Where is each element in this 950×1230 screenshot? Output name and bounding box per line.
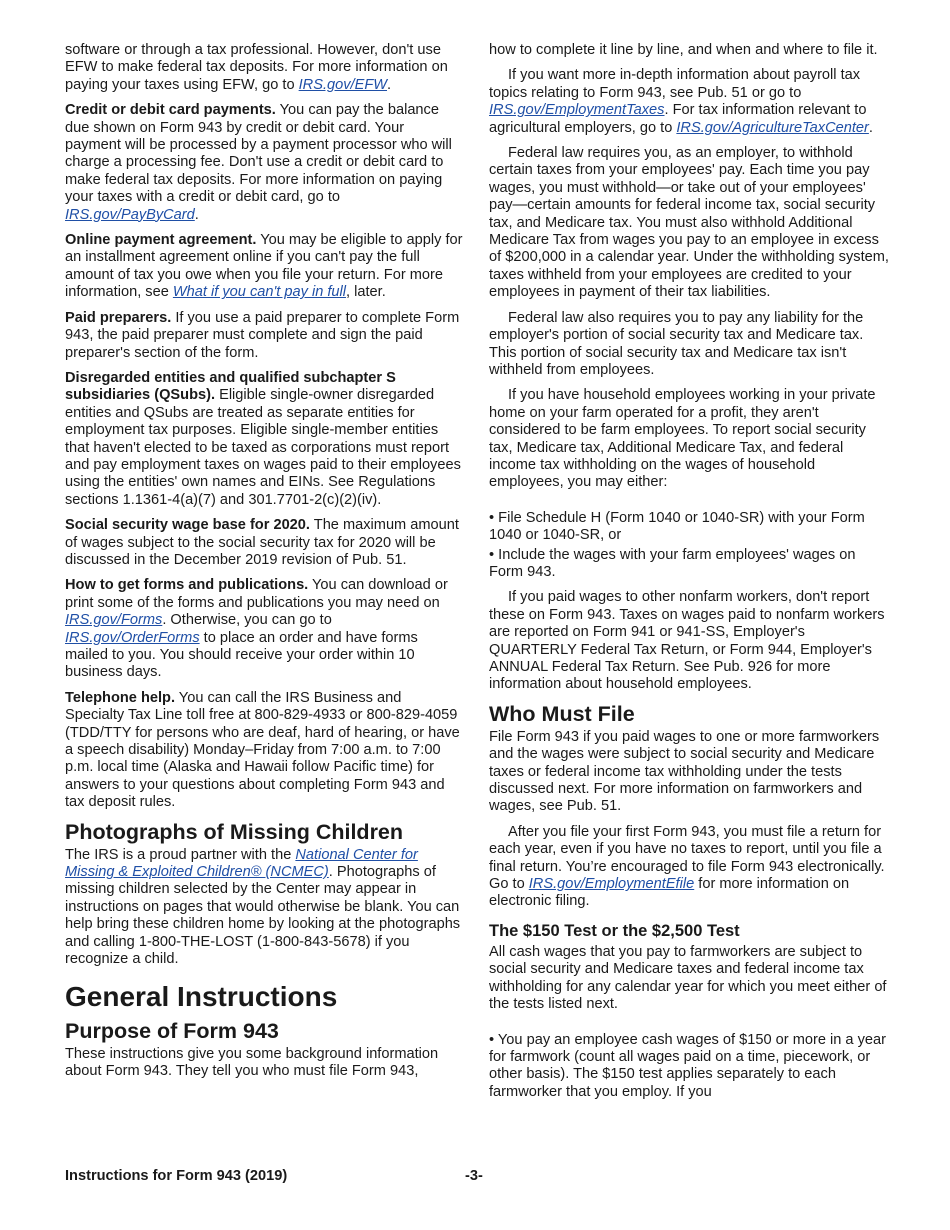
wage-base-paragraph: Social security wage base for 2020. The maximum amount of wages subject to the social security tax for 2020 will be discussed in the December 2019 revision of Pub. 51. [65,517,459,568]
agriculture-tax-center-link[interactable]: IRS.gov/AgricultureTaxCenter [676,119,869,136]
who-must-file-heading: Who Must File [489,701,635,726]
card-payments-paragraph: Credit or debit card payments. You can pay the balance due shown on Form 943 by credit or debit card. Your payment will be processed by a payment processor who will charge a processing fee. Don't use a credit or debit card to make federal tax deposits. For more information on paying your taxes with a credit or debit card, go to IRS.gov/PayByCard. [65,102,452,223]
employment-efile-link[interactable]: IRS.gov/EmploymentEfile [528,876,695,893]
disregarded-entities-paragraph: Disregarded entities and qualified subchapter S subsidiaries (QSubs). Eligible single-owner disregarded entities and QSubs are treated as separate entities for employment tax purposes. Eligible single-member entities that haven't elected to be taxed as corporations must report and pay employment taxes on wages paid to their employees using the entities' own names and EINs. See Regulations sections 1.1361-4(a)(7) and 301.7701-2(c)(2)(iv). [65,369,461,508]
paybycard-link[interactable]: IRS.gov/PayByCard [65,206,195,223]
nonfarm-paragraph: If you paid wages to other nonfarm workers, don't report these on Form 943. Taxes on wages paid to nonfarm workers are reported on Form 941 or 941-SS, Employer's QUARTERLY Federal Tax Return, or Form 944, Employer's ANNUAL Federal Tax Return. See Pub. 926 for more information about household employees. [489,589,885,693]
missing-children-paragraph: The IRS is a proud partner with the National Center for Missing & Exploited Children® (NCMEC). Photographs of missing children selected by the Center may appear in instructions on pages that would otherwise be blank. You can help bring these children home by looking at the photographs and calling 1-800-THE-LOST (1-800-843-5678) if you recognize a child. [65,846,461,968]
ncmec-link[interactable]: National Center for Missing & Exploited Children® (NCMEC) [65,846,418,881]
list-item: • You pay an employee cash wages of $150 or more in a year for farmwork (count all wages paid on a time, piecework, or other basis). The $150 test applies separately to each farmworker that you employ. If you [489,1031,886,1100]
efw-paragraph: software or through a tax professional. However, don't use EFW to make federal tax deposits. For more information on paying your taxes using EFW, go to IRS.gov/EFW. [65,42,448,93]
irs-efw-link[interactable]: IRS.gov/EFW [298,76,388,93]
list-item: • Include the wages with your farm employees' wages on Form 943. [489,546,856,580]
list-item: • File Schedule H (Form 1040 or 1040-SR) with your Form 1040 or 1040-SR, or [489,509,865,544]
test-paragraph: All cash wages that you pay to farmworkers are subject to social security and Medicare taxes and federal income tax withholding for any calendar year for which you meet either of the tests listed next. [489,943,887,1013]
after-filing-paragraph: After you file your first Form 943, you must file a return for each year, even if you have no taxes to report, until you file a final return. You’re encouraged to file Form 943 electronically. Go to IRS.gov/EmploymentEfile for more information on electronic filing. [489,823,885,910]
footer-title: Instructions for Form 943 (2019) [65,1168,288,1184]
irs-forms-link[interactable]: IRS.gov/Forms [65,612,163,629]
employment-taxes-link[interactable]: IRS.gov/EmploymentTaxes [489,102,665,119]
general-instructions-heading: General Instructions [65,980,338,1012]
household-paragraph: If you have household employees working in your private home on your farm operated for a profit, they aren't considered to be farm employees. To report social security tax, Medicare tax, Additional Medicare Tax, and federal income tax withholding on the wages of household employees, you may either: [489,387,876,491]
federal-law-2-paragraph: Federal law also requires you to pay any liability for the employer's portion of social security tax and Medicare tax. This portion of social security tax and Medicare tax isn't withheld from employees. [489,309,864,378]
who-must-file-paragraph: File Form 943 if you paid wages to one or more farmworkers and the wages were subject to social security and Medicare taxes or federal income tax withholding under the tests discussed next. For more information on farmworkers and wages, see Pub. 51. [489,728,880,815]
pay-in-full-link[interactable]: What if you can't pay in full [172,284,347,301]
purpose-heading: Purpose of Form 943 [65,1018,279,1043]
online-payment-paragraph: Online payment agreement. You may be eligible to apply for an installment agreement online if you can't pay the full amount of tax you owe when you file your return. For more information, see What if you can't pay in full, later. [65,232,463,301]
test-heading: The $150 Test or the $2,500 Test [489,921,740,940]
federal-law-paragraph: Federal law requires you, as an employer, to withhold certain taxes from your employees' pay. Each time you pay wages, you must withhold—or take out of your employees' pay—certain amounts for federal income tax, social security tax, and Medicare tax. You must also withhold Additional Medicare Tax from wages you pay to an employee in excess of $200,000 in a calendar year. Under the withholding system, taxes withheld from your employees are credited to your employees in payment of their tax liabilities. [489,145,889,301]
missing-children-heading: Photographs of Missing Children [65,819,404,844]
page-number: -3- [465,1168,483,1184]
purpose-paragraph: These instructions give you some background information about Form 943. They tell you who must file Form 943, [65,1045,439,1079]
payroll-paragraph: If you want more in-depth information about payroll tax topics relating to Form 943, see Pub. 51 or go to IRS.gov/EmploymentTaxes. For tax information relevant to agricultural employers, go to IRS.gov/AgricultureTaxCenter. [489,67,873,136]
telephone-help-paragraph: Telephone help. You can call the IRS Business and Specialty Tax Line toll free at 800-829-4933 or 800-829-4059 (TDD/TTY for persons who are deaf, hard of hearing, or have a speech disability) Monday–Friday from 7:00 a.m. to 7:00 p.m. local time (Alaska and Hawaii follow Pacific time) for answers to your questions about completing Form 943 and tax deposit rules. [65,689,460,811]
purpose-continued-paragraph: how to complete it line by line, and when and where to file it. [489,42,878,58]
paid-preparers-paragraph: Paid preparers. If you use a paid preparer to complete Form 943, the paid preparer must complete and sign the paid preparer's section of the form. [65,309,460,361]
right-column [489,42,889,1103]
left-column [65,42,463,1088]
forms-publications-paragraph: How to get forms and publications. You can download or print some of the forms and publications you may need on IRS.gov/Forms. Otherwise, you can go to IRS.gov/OrderForms to place an order and have forms mailed to you. You should receive your order within 10 business days. [65,577,448,681]
order-forms-link[interactable]: IRS.gov/OrderForms [65,629,200,646]
